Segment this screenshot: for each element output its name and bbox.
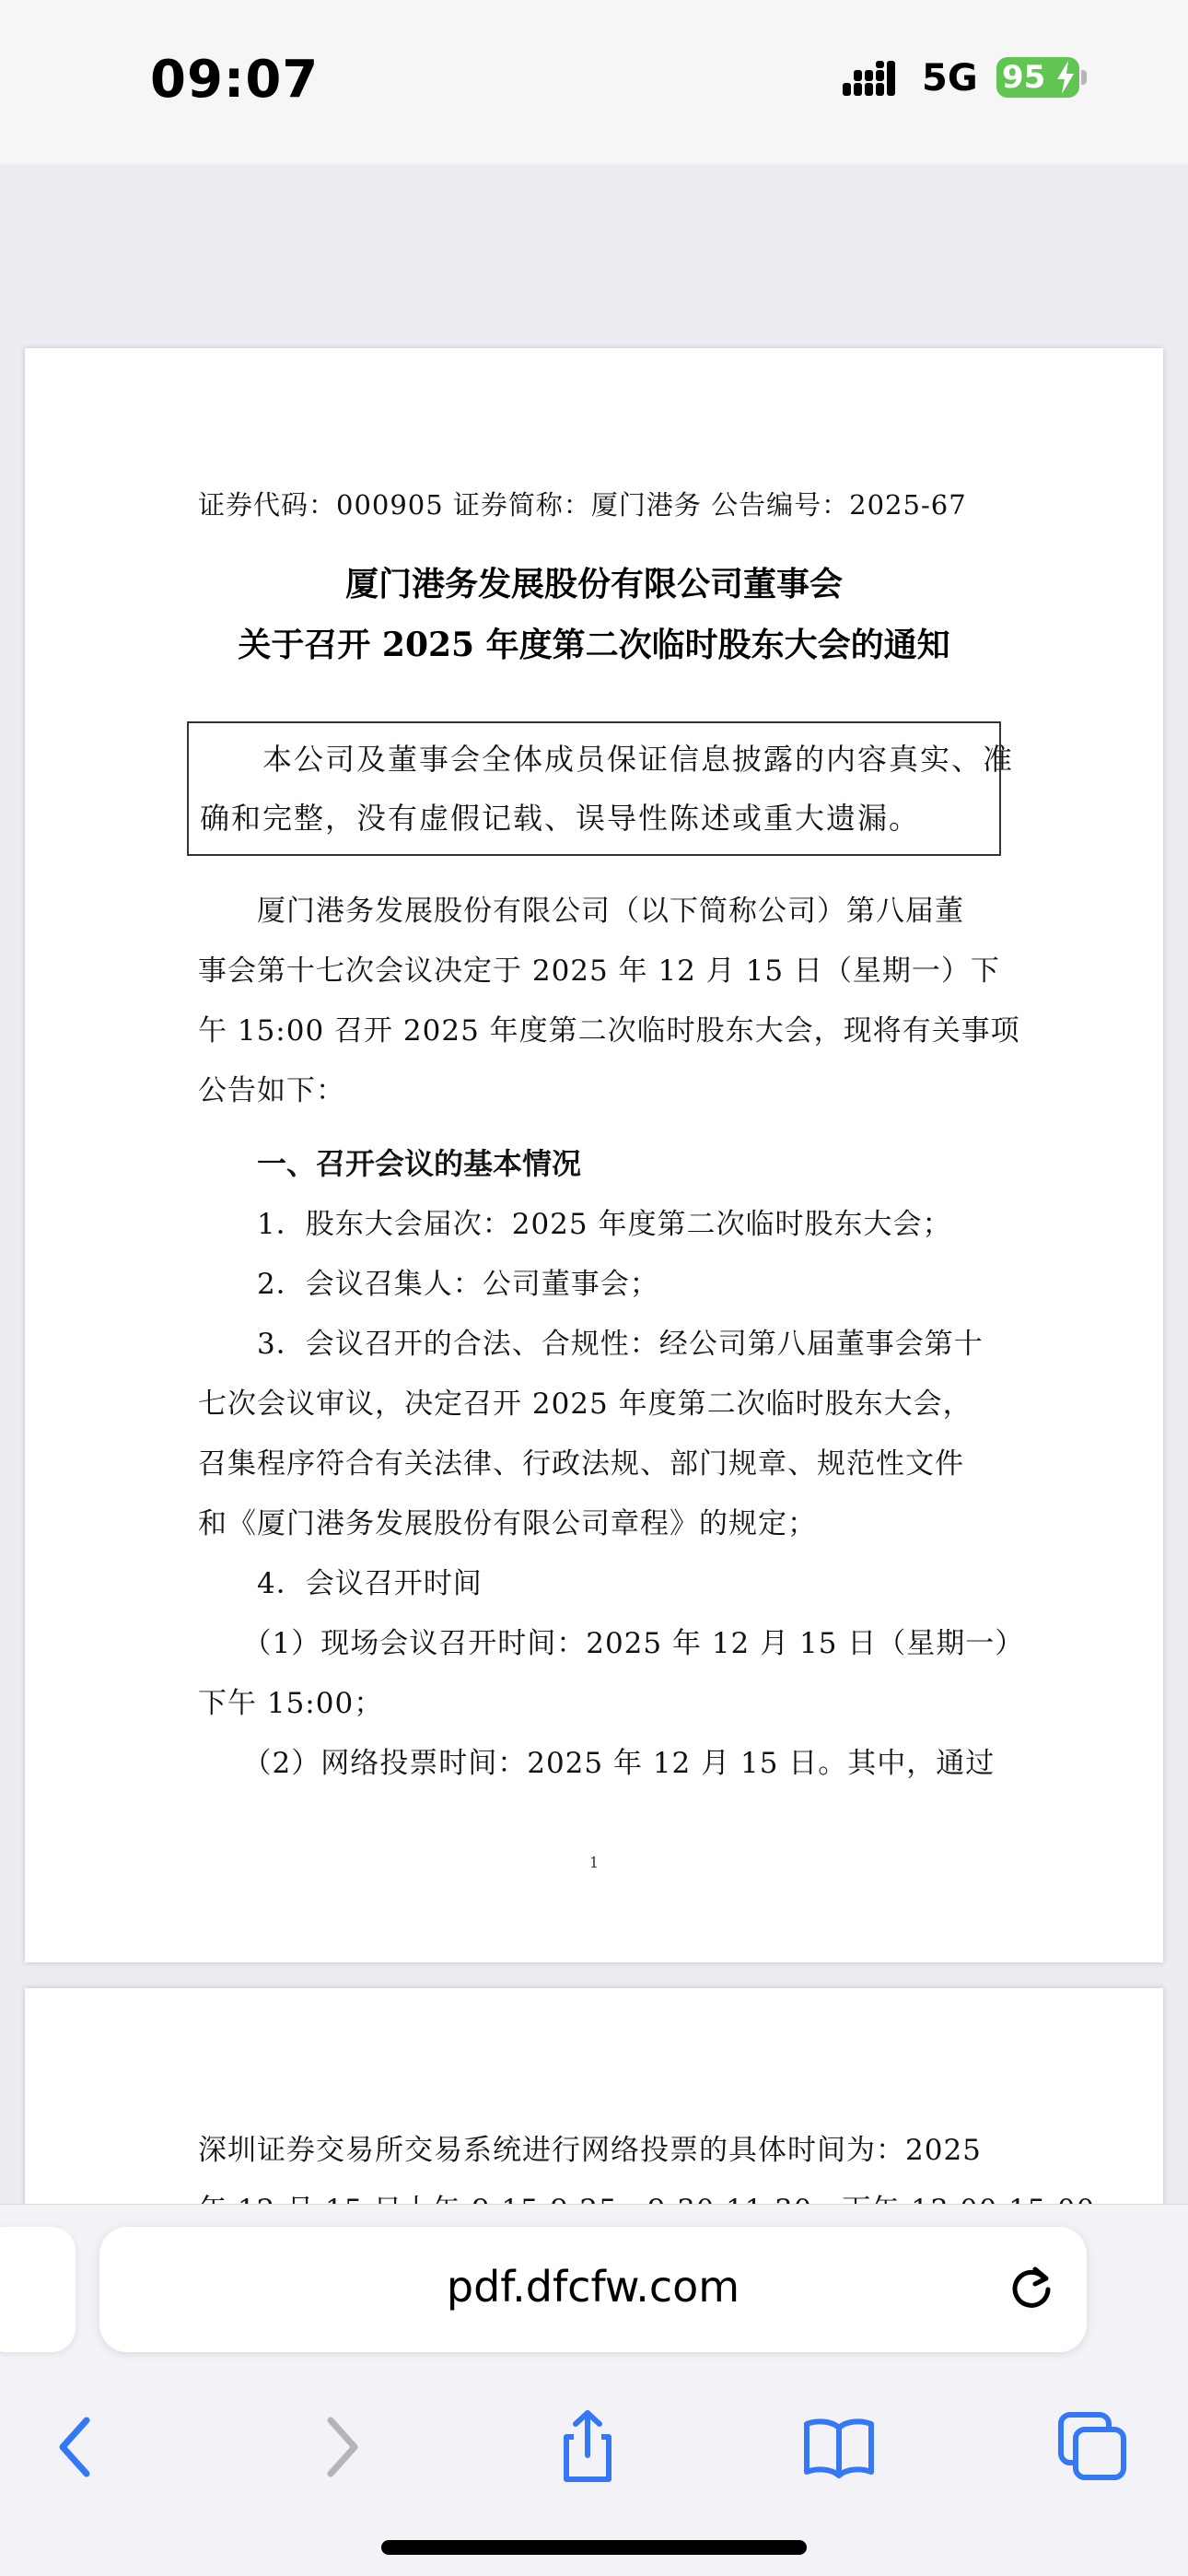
paragraph-line: 厦门港务发展股份有限公司（以下简称公司）第八届董 [198,895,964,928]
previous-tab-preview[interactable] [0,2227,76,2352]
forward-icon[interactable] [297,2406,380,2488]
status-bar [0,0,1188,164]
page-number: 1 [588,1854,600,1871]
item-line: （2）网络投票时间：2025 年 12 月 15 日。其中，通过 [198,1747,996,1780]
share-icon[interactable] [546,2406,629,2488]
paragraph-line: 公告如下： [198,1074,345,1107]
item-line: 3．会议召开的合法、合规性：经公司第八届董事会第十 [198,1328,984,1361]
battery-level: 95 [1002,59,1046,96]
tabs-icon[interactable] [1050,2406,1133,2488]
item-line: 和《厦门港务发展股份有限公司章程》的规定； [198,1507,817,1540]
notice-line: 本公司及董事会全体成员保证信息披露的内容真实、准 [200,742,1015,777]
browser-bottom-bar [0,2204,1188,2576]
notice-line: 确和完整，没有虚假记载、误导性陈述或重大遗漏。 [200,801,921,836]
url-text[interactable]: pdf.dfcfw.com [446,2262,740,2312]
reload-icon[interactable] [1004,2260,1059,2315]
item-line: 召集程序符合有关法律、行政法规、部门规章、规范性文件 [198,1447,964,1481]
item-line: 下午 15:00； [198,1687,384,1720]
notice-box [187,721,1015,856]
battery-tip [1081,70,1087,85]
item-line: 4．会议召开时间 [198,1567,483,1600]
item-line: 七次会议审议，决定召开 2025 年度第二次临时股东大会， [198,1388,973,1421]
item-line: 2．会议召集人：公司董事会； [198,1268,659,1301]
section-heading: 一、召开会议的基本情况 [198,1146,582,1181]
home-indicator [381,2540,807,2555]
paragraph-line: 事会第十七次会议决定于 2025 年 12 月 15 日（星期一）下 [198,954,1000,988]
paragraph-line: 午 15:00 召开 2025 年度第二次临时股东大会，现将有关事项 [198,1014,1020,1048]
cellular-signal-icon [843,59,905,100]
pdf-page-1 [25,348,1163,1962]
status-time: 09:07 [150,50,320,110]
network-type: 5G [922,57,978,100]
item-line: （1）现场会议召开时间：2025 年 12 月 15 日（星期一） [198,1627,1025,1660]
bookmarks-icon[interactable] [798,2406,880,2488]
doc-title-line1: 厦门港务发展股份有限公司董事会 [344,565,843,603]
doc-header: 证券代码：000905 证券简称：厦门港务 公告编号：2025-67 [198,489,967,521]
doc-title-line2: 关于召开 2025 年度第二次临时股东大会的通知 [238,626,950,664]
item-line: 1．股东大会届次：2025 年度第二次临时股东大会； [198,1208,952,1241]
back-icon[interactable] [37,2406,120,2488]
paragraph-line: 深圳证券交易所交易系统进行网络投票的具体时间为：2025 [198,2134,982,2167]
address-bar[interactable] [99,2227,1087,2352]
charging-bolt-icon [1055,61,1076,94]
